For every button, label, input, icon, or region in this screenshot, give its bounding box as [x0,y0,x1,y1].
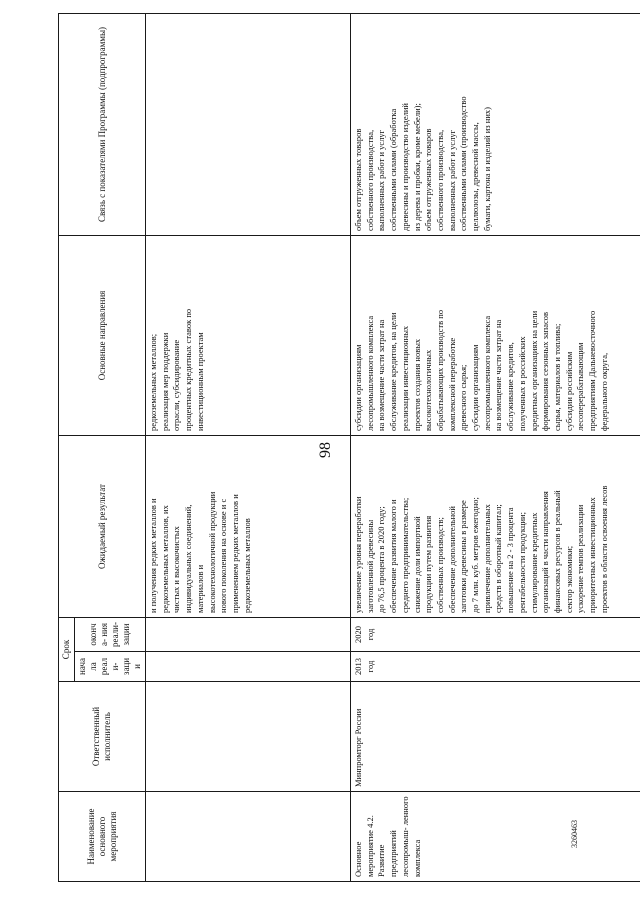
direction-line: кредитных организациях на цели [528,310,539,431]
result-line: заготовленной древесины [364,519,375,613]
direction-line: сырья, материалов и топлива; [551,323,562,431]
result-line: редкоземельных металлов, их [159,505,170,613]
header-name: Наименование основного мероприятия [59,792,146,882]
cell-result [146,435,351,617]
result-line: снижение доли импортной [411,516,422,613]
cell-link [351,13,640,235]
direction-line: комплексной переработке [446,337,457,431]
link-line: объем отгруженных товаров [353,128,363,231]
result-line: заготовки древесины в размере [458,500,469,613]
cell-link [146,13,351,235]
cell-directions [146,235,351,435]
cell-end: 2020 год [351,617,640,651]
direction-line: лесоперерабатывающим [575,342,586,431]
result-line: увеличение уровня переработки [353,496,363,613]
header-end: оконча- ния реали- зации [75,617,146,651]
link-line: собственными силами (обработка [388,108,399,231]
direction-line: реализации инвестиционных [399,325,410,431]
direction-line: лесопромышленного комплекса [481,315,492,431]
result-line: обеспечение развития малого и [388,499,399,613]
result-line: материалов и [194,564,205,613]
result-line: применением редких металлов и [229,494,240,613]
result-line: сектор экономики; [563,545,574,613]
direction-line: реализация мер поддержки [159,332,170,431]
result-line: организаций в части направления [540,491,551,613]
direction-line: редкоземельных металлов; [148,333,158,431]
header-result: Ожидаемый результат [59,435,146,617]
result-line: ускорение темпов реализации [575,504,586,613]
table-row-measure-4-2 [351,13,640,881]
direction-line: обрабатывающих производств по [434,309,445,431]
cell-start [146,652,351,682]
result-line: финансовых ресурсов в реальный [551,490,562,613]
result-line: рентабельности продукции; [516,512,527,613]
link-line: бумаги, картона и изделий из них) [481,107,492,231]
direction-line: инвестиционным проектам [194,332,205,431]
direction-line: лесопромышленного комплекса [364,315,375,431]
program-measures-table [58,13,640,882]
result-line: высокотехнологичной продукции [206,491,217,613]
result-line: редкоземельных металлов [241,518,252,613]
direction-line: предприятиям Дальневосточного [587,310,598,431]
link-line: объем отгруженных товаров [423,128,434,231]
link-line: выполненных работ и услуг [376,129,387,231]
result-line: проектов в области освоения лесов [598,485,609,613]
direction-line: высокотехнологичных [423,349,434,431]
result-line: и получения редких металлов и [148,498,158,613]
direction-line: федерального округа, [598,352,609,431]
result-line: продукции путем развития [423,515,434,613]
result-line: индивидуальных соединений, [183,504,194,613]
result-line: до 76,5 процента в 2020 году; [376,506,387,613]
direction-line: проектов создания новых [411,338,422,431]
direction-line: древесного сырья; [458,364,469,431]
header-start: начала реали- зации [75,652,146,682]
direction-line: обслуживание кредитов, на цели [388,312,399,431]
direction-line: полученных в российских [516,336,527,431]
direction-line: обслуживание кредитов, [505,342,516,431]
document-code: 3260463 [570,820,579,848]
result-line: нового поколения на основе и с [218,498,229,613]
direction-line: субсидии российским [563,351,574,431]
header-row-1 [59,13,75,881]
link-line: древесины и производство изделий [399,103,410,231]
page-number: 98 [317,442,334,458]
direction-line: субсидии организациям [470,344,481,431]
cell-name: Основное мероприятие 4.2. Развитие предприятий лесопромыш- ленного комплекса [351,792,640,882]
direction-line: на возмещение части затрат на [376,319,387,431]
table-row-continued [146,13,351,881]
header-link: Связь с показателями Программы (подпрограммы) [59,13,146,235]
link-line: из дерева и пробки, кроме мебели); [411,103,422,231]
cell-start: 2013 год [351,652,640,682]
direction-line: отрасли, субсидирование [171,339,182,431]
result-line: приоритетных инвестиционных [587,497,598,613]
cell-directions [351,235,640,435]
direction-line: процентных кредитных ставок по [183,308,194,431]
cell-result [351,435,640,617]
result-line: собственных производств; [434,517,445,613]
direction-line: на возмещение части затрат на [493,319,504,431]
result-line: обеспечение дополнительной [446,506,457,613]
header-directions: Основные направления [59,235,146,435]
link-line: целлюлозы, древесной массы, [470,122,481,231]
direction-line: субсидии организациям [353,344,363,431]
link-line: собственного производства, [364,129,375,231]
header-term: Срок [59,617,75,681]
result-line: повышение на 2 - 3 процента [505,507,516,613]
link-line: собственными силами (производство [458,96,469,231]
link-line: собственного производства, [434,129,445,231]
direction-line: формирования сезонных запасов [540,312,551,431]
cell-executor: Минпромторг России [351,682,640,792]
rotated-table-area [58,14,609,882]
result-line: стимулирование кредитных [528,512,539,613]
result-line: чистых и высокочистых [171,526,182,613]
header-executor: Ответственный исполнитель [59,682,146,792]
result-line: привлечение дополнительных [481,504,492,613]
result-line: средств в оборотный капитал; [493,504,504,613]
cell-name [146,792,351,882]
cell-executor [146,682,351,792]
link-line: выполненных работ и услуг [446,129,457,231]
result-line: среднего предпринимательства; [399,497,410,613]
cell-end [146,617,351,651]
result-line: до 7 млн. куб. метров ежегодно; [470,497,481,613]
